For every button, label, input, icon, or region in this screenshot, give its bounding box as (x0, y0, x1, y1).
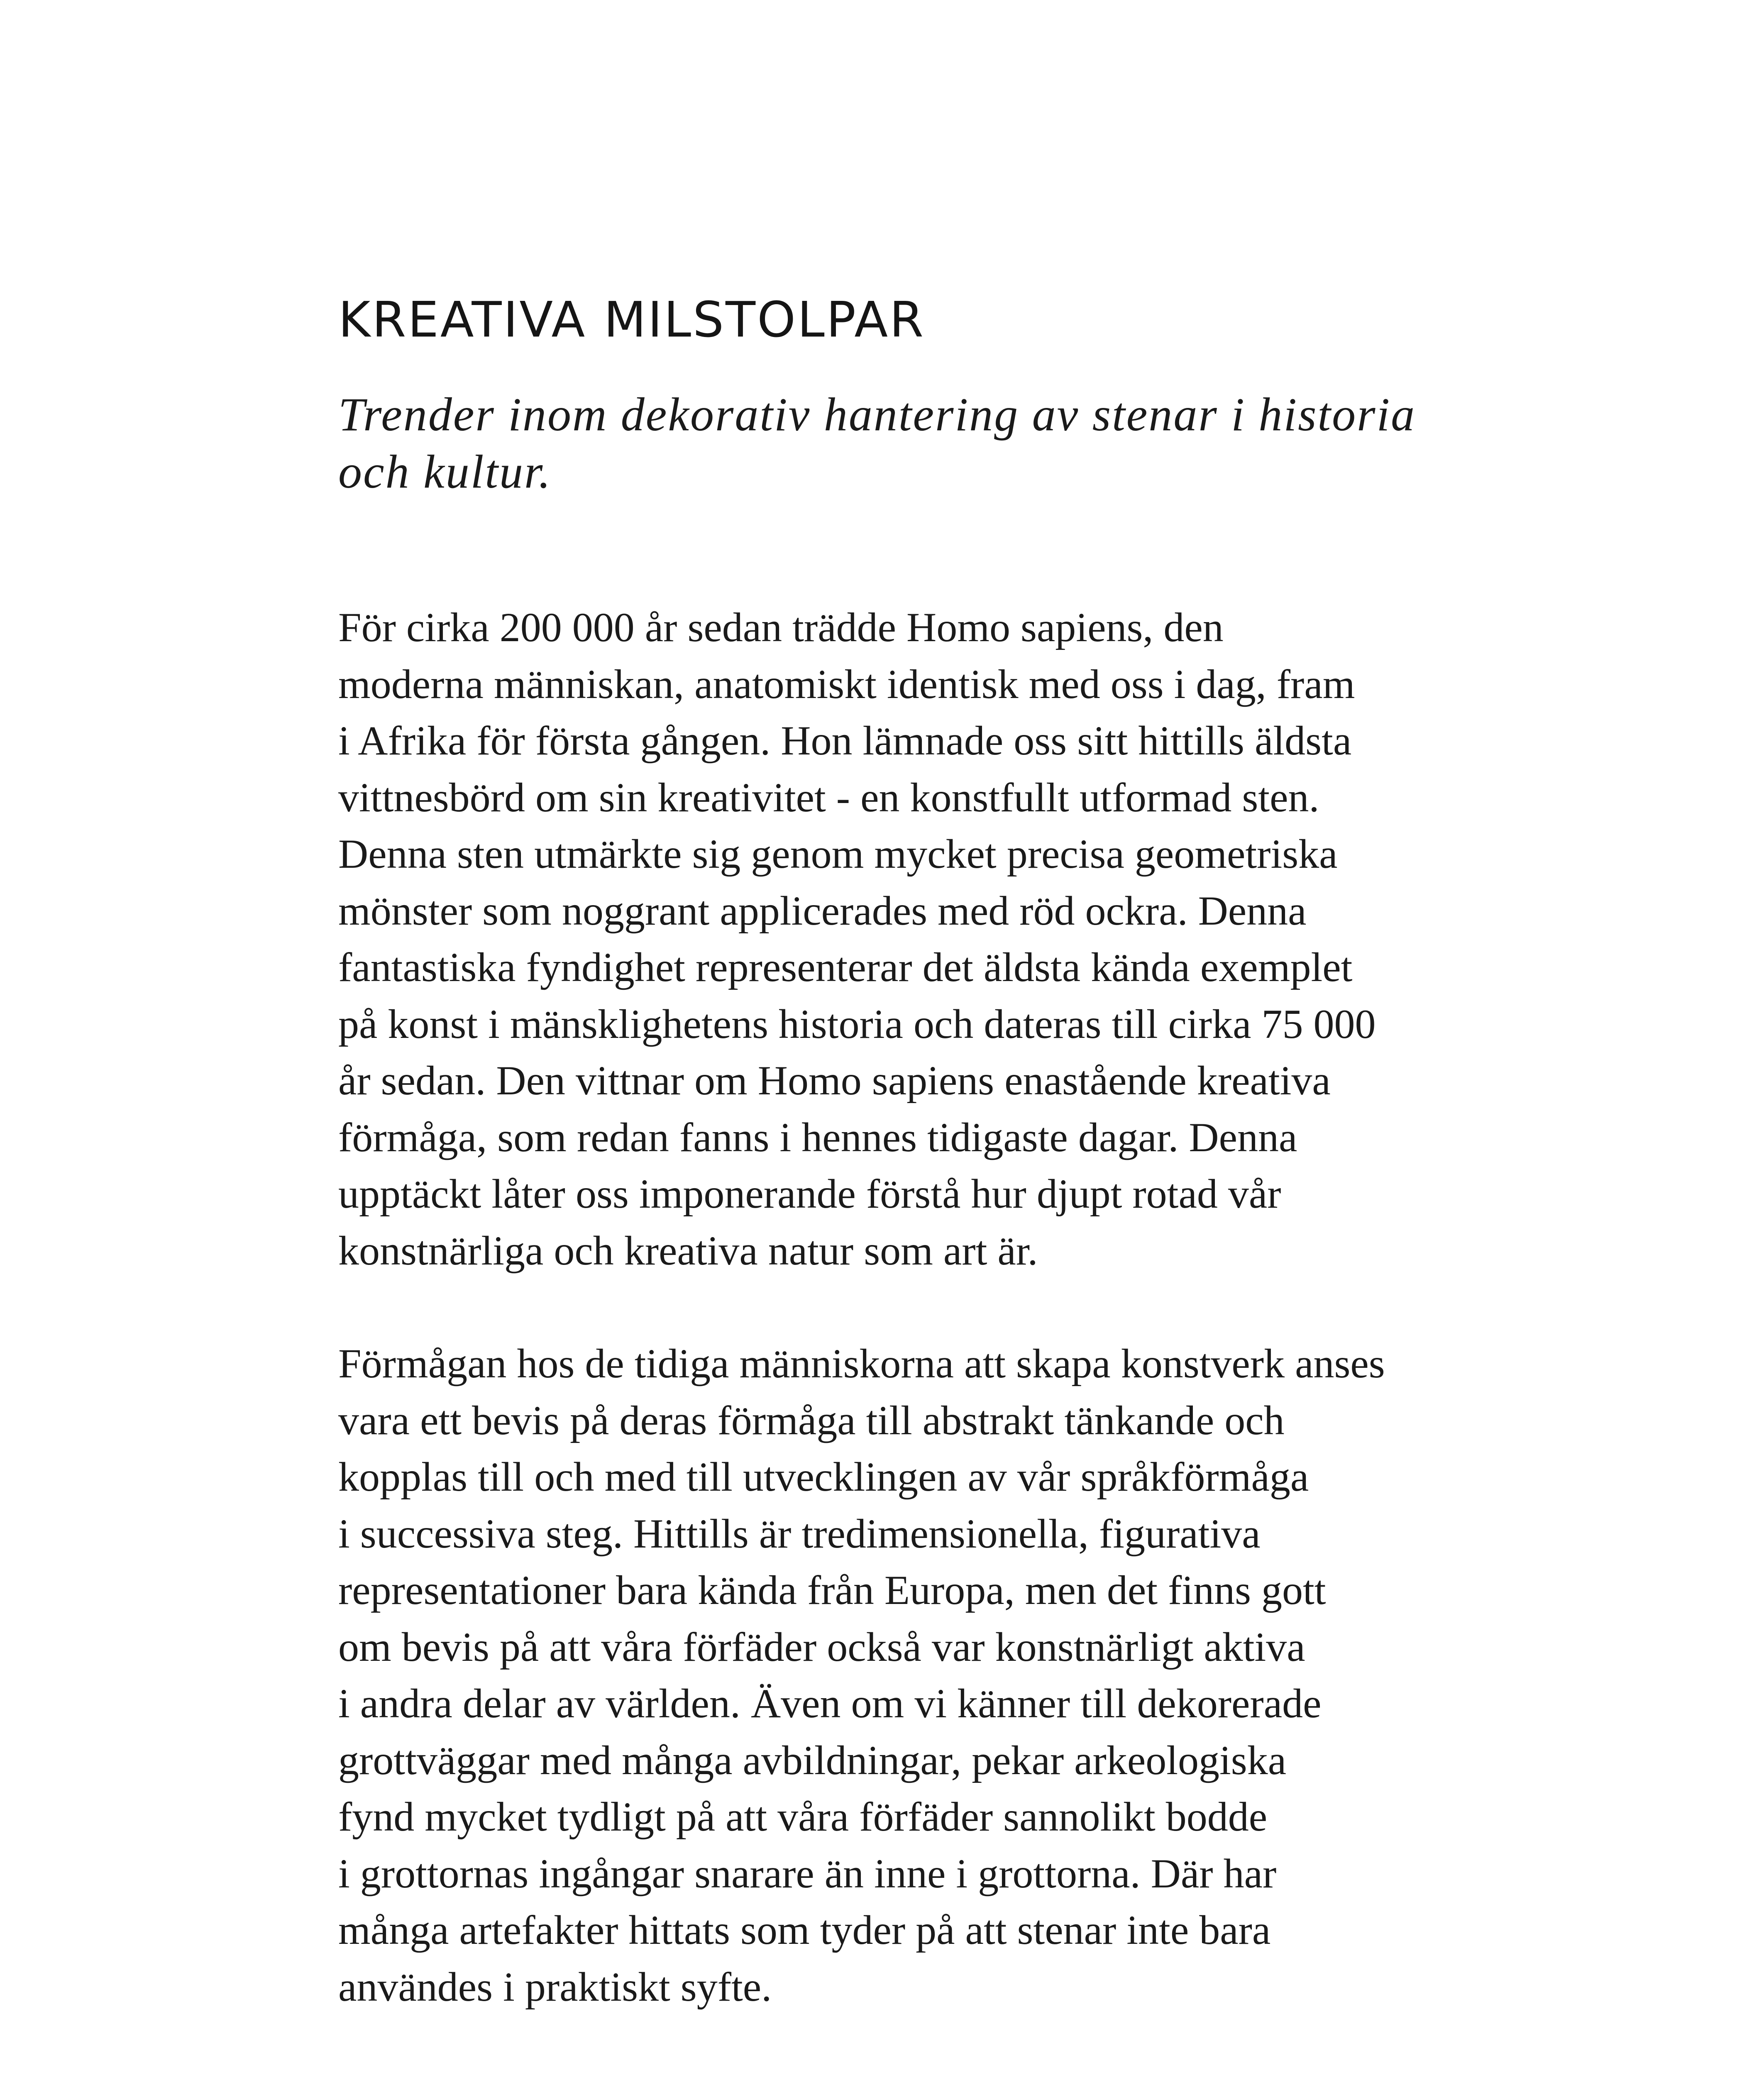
subtitle-line: och kultur. (338, 445, 552, 498)
text-line: användes i praktiskt syfte. (338, 1963, 772, 2010)
text-line: fantastiska fyndighet representerar det äldsta kända exemplet (338, 944, 1353, 990)
text-line: i grottornas ingångar snarare än inne i grottorna. Där har (338, 1850, 1277, 1897)
text-line: fynd mycket tydligt på att våra förfäder sannolikt bodde (338, 1794, 1268, 1840)
text-line: vittnesbörd om sin kreativitet - en konstfullt utformad sten. (338, 774, 1319, 820)
text-line: representationer bara kända från Europa, men det finns gott (338, 1567, 1326, 1613)
subtitle-line: Trender inom dekorativ hantering av stenar i historia (338, 388, 1416, 441)
text-line: år sedan. Den vittnar om Homo sapiens enastående kreativa (338, 1057, 1331, 1103)
text-line: vara ett bevis på deras förmåga till abstrakt tänkande och (338, 1397, 1285, 1443)
text-line: i successiva steg. Hittills är tredimensionella, figurativa (338, 1510, 1261, 1557)
text-line: i andra delar av världen. Även om vi känner till dekorerade (338, 1680, 1322, 1726)
chapter-heading: KREATIVA MILSTOLPAR (338, 291, 926, 348)
text-line: kopplas till och med till utvecklingen av vår språkförmåga (338, 1454, 1309, 1500)
text-line: moderna människan, anatomiskt identisk med oss i dag, fram (338, 661, 1355, 707)
text-line: på konst i mänsklighetens historia och dateras till cirka 75 000 (338, 1001, 1376, 1047)
text-line: För cirka 200 000 år sedan trädde Homo sapiens, den (338, 604, 1224, 650)
text-line: upptäckt låter oss imponerande förstå hur djupt rotad vår (338, 1171, 1281, 1217)
text-line: om bevis på att våra förfäder också var konstnärligt aktiva (338, 1623, 1305, 1670)
page-content (338, 286, 1480, 2015)
text-line: i Afrika för första gången. Hon lämnade oss sitt hittills äldsta (338, 718, 1352, 764)
chapter-subtitle (338, 386, 1480, 500)
text-line: förmåga, som redan fanns i hennes tidigaste dagar. Denna (338, 1114, 1297, 1160)
text-line: många artefakter hittats som tyder på att stenar inte bara (338, 1907, 1271, 1953)
text-line: mönster som noggrant applicerades med röd ockra. Denna (338, 887, 1307, 934)
text-line: Denna sten utmärkte sig genom mycket precisa geometriska (338, 831, 1338, 877)
text-line: Förmågan hos de tidiga människorna att skapa konstverk anses (338, 1340, 1385, 1387)
body-paragraph-1 (338, 599, 1480, 1279)
text-line: grottväggar med många avbildningar, pekar arkeologiska (338, 1737, 1287, 1783)
text-line: konstnärliga och kreativa natur som art är. (338, 1227, 1038, 1274)
body-paragraph-2 (338, 1335, 1480, 2015)
